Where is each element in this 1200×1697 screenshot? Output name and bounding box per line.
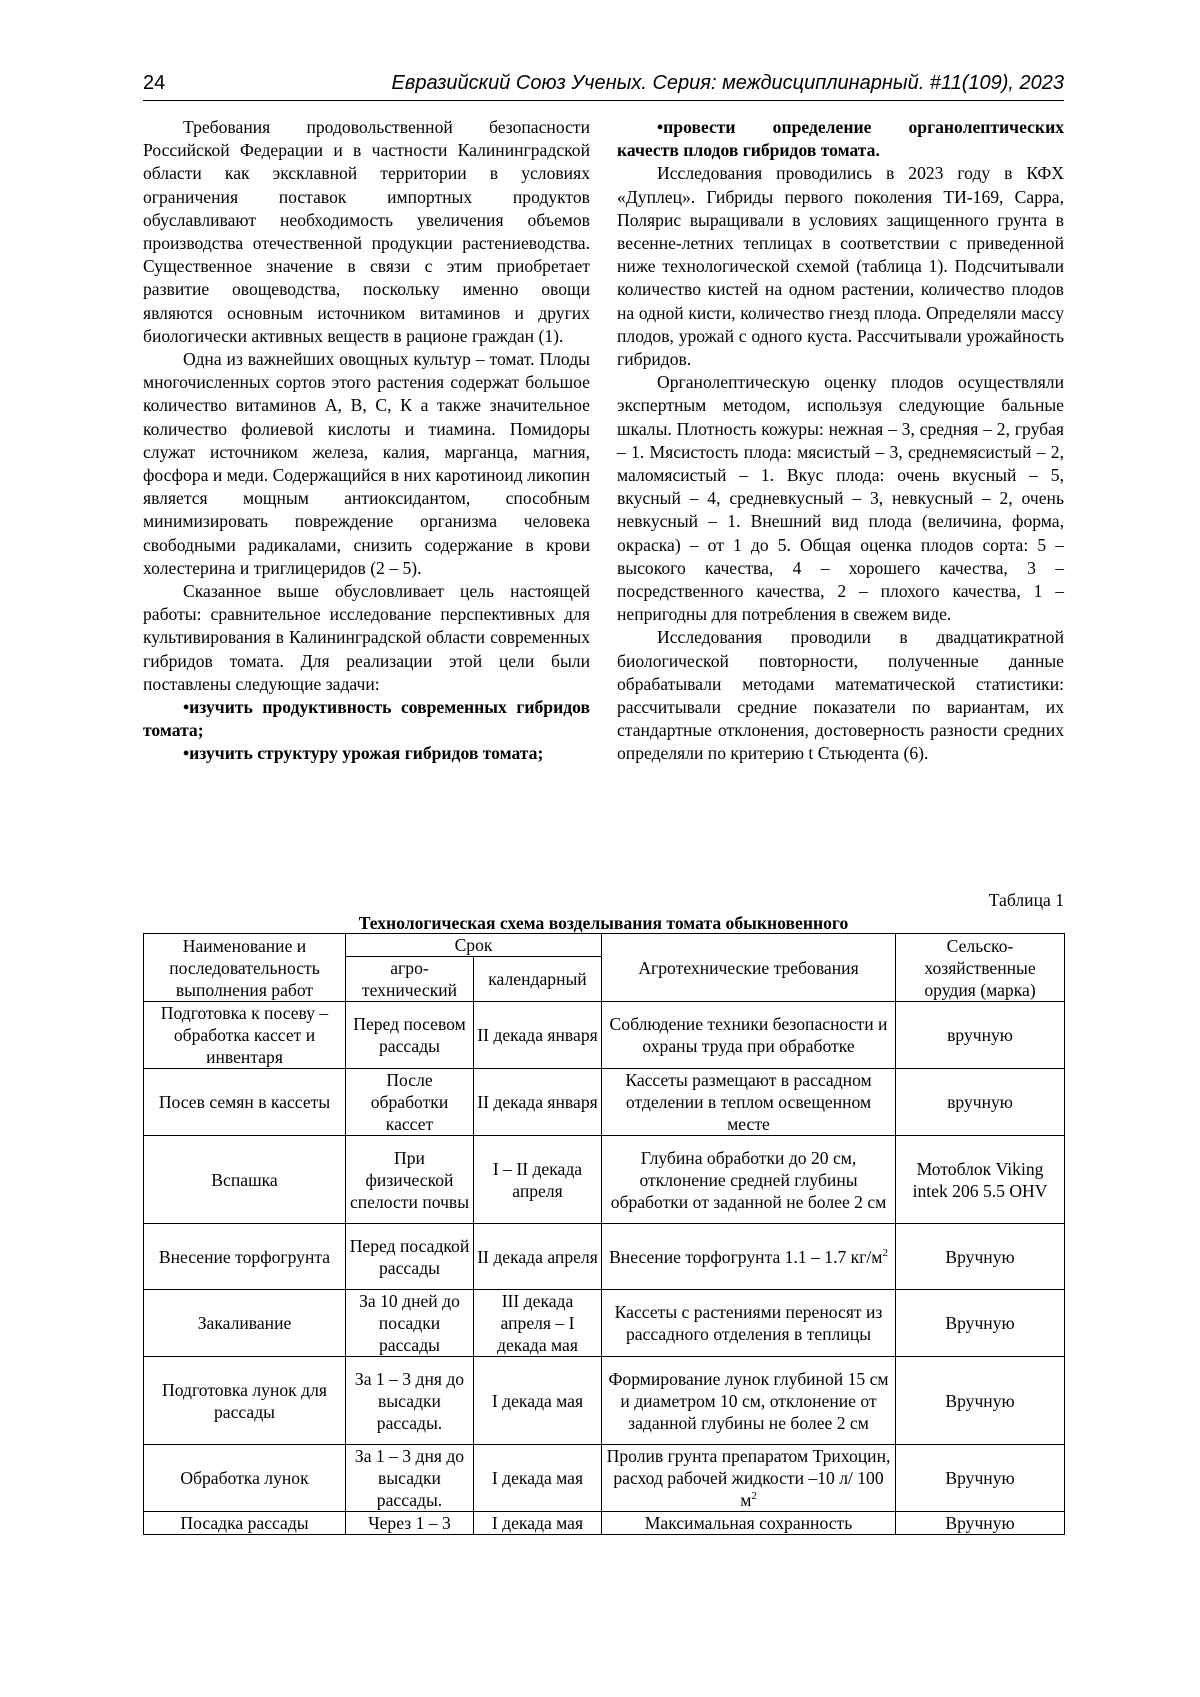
cell-agro-term [346, 1512, 474, 1535]
header-tools: Сельско-хозяйственные орудия (марка) [896, 934, 1065, 1002]
cell-tools [896, 1445, 1065, 1512]
cell-tools-text: вручную [947, 1025, 1013, 1045]
cell-work-name [144, 1224, 346, 1290]
cell-agro-term-text: За 10 дней до посадки рассады [359, 1291, 460, 1355]
cell-calendar-term-text: II декада января [477, 1025, 598, 1045]
running-header [143, 72, 1064, 101]
table-row [144, 1136, 1065, 1224]
header-name: Наименование и последовательность выполнения работ [144, 934, 346, 1002]
cell-tools-text: Вручную [945, 1468, 1015, 1488]
cell-calendar-term [474, 1357, 602, 1445]
cell-requirements [602, 1224, 896, 1290]
cell-agro-term [346, 1069, 474, 1136]
cell-tools-text: вручную [947, 1092, 1013, 1112]
paragraph: Сказанное выше обусловливает цель настоящей работы: сравнительное исследование перспективных для культивирования в Калининградской области современных гибридов томата. Для реализации этой цели были поставлены следующие задачи: [143, 581, 590, 694]
cell-tools-text: Вручную [945, 1313, 1015, 1333]
cell-requirements-text: Соблюдение техники безопасности и охраны труда при обработке [609, 1014, 888, 1056]
cell-calendar-term [474, 1002, 602, 1069]
cell-calendar-term-text: I – II декада апреля [492, 1158, 583, 1201]
cell-calendar-term-text: III декада апреля – I декада мая [497, 1291, 578, 1355]
cell-requirements-text: Глубина обработки до 20 см, отклонение средней глубины обработки от заданной не более 2 см [610, 1147, 887, 1212]
table-row [144, 1002, 1065, 1069]
paragraph: Исследования проводили в двадцатикратной биологической повторности, полученные данные обрабатывали методами математической статистики: рассчитывали средние показатели по вариантам, их стандартные отклонения, достоверность разности средних определяли по критерию t Стьюдента (6). [617, 627, 1064, 764]
superscript: 2 [882, 1246, 888, 1259]
table-row [144, 1224, 1065, 1290]
cell-tools-text: Вручную [945, 1513, 1015, 1533]
cell-agro-term [346, 1224, 474, 1290]
cell-requirements [602, 1002, 896, 1069]
header-calendar: календарный [474, 957, 602, 1002]
cell-calendar-term-text: II декада апреля [477, 1246, 598, 1267]
table-row [144, 1512, 1065, 1535]
cell-calendar-term [474, 1290, 602, 1357]
cell-work-name-text: Обработка лунок [180, 1468, 309, 1488]
paragraph: Требования продовольственной безопасности Российской Федерации и в частности Калининградской области как эксклавной территории в условиях ограничения поставок импортных продуктов обуславливают необходимость увеличения объемов производства отечественной продукции растениеводства. Существенное значение в связи с этим приобретает развитие овощеводства, поскольку именно овощи являются основным источником витаминов и других биологически активных веществ в рационе граждан (1). [143, 117, 590, 346]
cell-work-name [144, 1002, 346, 1069]
cell-tools [896, 1357, 1065, 1445]
cell-work-name-text: Внесение торфогрунта [158, 1246, 331, 1267]
header-agro: агро-технический [346, 957, 474, 1002]
cell-requirements-text: Кассеты с растениями переносят из рассадного отделения в теплицы [614, 1302, 883, 1344]
task-item: •изучить продуктивность современных гибридов томата; [143, 697, 590, 741]
cell-agro-term-text: За 1 – 3 дня до высадки рассады. [354, 1446, 465, 1510]
journal-title: Евразийский Союз Ученых. Серия: междисциплинарный. #11(109), 2023 [391, 72, 1064, 94]
cell-agro-term-text: Перед посевом рассады [353, 1014, 466, 1056]
cell-work-name [144, 1136, 346, 1224]
table-row [144, 1357, 1065, 1445]
cell-work-name [144, 1069, 346, 1136]
cell-requirements-text: Кассеты размещают в рассадном отделении в теплом освещенном месте [625, 1070, 872, 1134]
cell-tools [896, 1224, 1065, 1290]
cell-tools-text: Мотоблок Viking intek 206 5.5 OHV [912, 1158, 1048, 1201]
cell-work-name-text: Подготовка к посеву – обработка кассет и инвентаря [160, 1003, 329, 1067]
superscript: 2 [751, 1490, 757, 1503]
table-number: Таблица 1 [988, 890, 1064, 910]
header-requirements: Агротехнические требования [602, 934, 896, 1002]
cell-calendar-term [474, 1445, 602, 1512]
cell-requirements-text: Пролив грунта препаратом Трихоцин, расход рабочей жидкости –10 л/ 100 м [606, 1446, 891, 1510]
cell-requirements [602, 1290, 896, 1357]
cell-agro-term [346, 1445, 474, 1512]
cell-tools [896, 1002, 1065, 1069]
cell-tools [896, 1290, 1065, 1357]
table-row [144, 1069, 1065, 1136]
cell-calendar-term [474, 1136, 602, 1224]
paragraph: Одна из важнейших овощных культур – томат. Плоды многочисленных сортов этого растения содержат большое количество витаминов А, В, С, К а также значительное количество фолиевой кислоты и тиамина. Помидоры служат источником железа, калия, марганца, магния, фосфора и меди. Содержащийся в них каротиноид ликопин является мощным антиоксидантом, способным минимизировать повреждение организма человека свободными радикалами, снизить содержание в крови холестерина и триглицеридов (2 – 5). [143, 349, 590, 578]
task-item: •провести определение органолептических качеств плодов гибридов томата. [617, 117, 1064, 161]
cell-requirements-text: Максимальная сохранность [644, 1513, 853, 1533]
cell-agro-term-text: После обработки кассет [370, 1070, 449, 1134]
cell-agro-term [346, 1136, 474, 1224]
cell-requirements [602, 1445, 896, 1512]
cell-calendar-term-text: I декада мая [491, 1390, 584, 1411]
cell-tools-text: Вручную [945, 1390, 1015, 1411]
cell-agro-term [346, 1290, 474, 1357]
cell-calendar-term-text: I декада мая [491, 1468, 584, 1488]
cell-work-name [144, 1357, 346, 1445]
cell-calendar-term [474, 1224, 602, 1290]
cell-agro-term [346, 1002, 474, 1069]
page-number: 24 [143, 72, 166, 94]
cell-calendar-term-text: II декада января [477, 1092, 598, 1112]
cell-requirements [602, 1357, 896, 1445]
table-header-row [144, 934, 1065, 957]
technology-table [143, 933, 1065, 1535]
cell-agro-term-text: При физической спелости почвы [349, 1147, 470, 1212]
cell-agro-term [346, 1357, 474, 1445]
header-term: Срок [346, 934, 602, 957]
cell-work-name [144, 1290, 346, 1357]
cell-work-name [144, 1445, 346, 1512]
table-row [144, 1445, 1065, 1512]
cell-requirements-text: Внесение торфогрунта 1.1 – 1.7 кг/м [609, 1246, 883, 1267]
right-column [617, 116, 1064, 766]
cell-tools-text: Вручную [945, 1246, 1015, 1267]
cell-work-name-text: Посадка рассады [180, 1513, 309, 1533]
cell-tools [896, 1512, 1065, 1535]
cell-work-name-text: Подготовка лунок для рассады [162, 1379, 327, 1422]
cell-calendar-term [474, 1069, 602, 1136]
cell-requirements [602, 1069, 896, 1136]
table-row [144, 1290, 1065, 1357]
task-item: •изучить структуру урожая гибридов томата; [183, 743, 544, 764]
cell-requirements [602, 1136, 896, 1224]
cell-work-name-text: Закаливание [197, 1313, 292, 1333]
cell-agro-term-text: Через 1 – 3 [368, 1513, 451, 1533]
cell-agro-term-text: За 1 – 3 дня до высадки рассады. [354, 1368, 465, 1433]
paragraph: Исследования проводились в 2023 году в КФХ «Дуплец». Гибриды первого поколения ТИ-169, Сарра, Полярис выращивали в условиях защищенного грунта в весенне-летних теплицах в соответствии с приведенной ниже технологической схемой (таблица 1). Подсчитывали количество кистей на одном растении, количество плодов на одной кисти, количество гнезд плода. Определяли массу плодов, урожай с одного куста. Рассчитывали урожайность гибридов. [617, 163, 1064, 370]
cell-work-name-text: Вспашка [211, 1169, 278, 1190]
cell-calendar-term-text: I декада мая [491, 1513, 584, 1533]
left-column [143, 116, 590, 766]
cell-calendar-term [474, 1512, 602, 1535]
cell-work-name-text: Посев семян в кассеты [158, 1092, 331, 1112]
cell-tools [896, 1069, 1065, 1136]
cell-tools [896, 1136, 1065, 1224]
cell-work-name [144, 1512, 346, 1535]
cell-agro-term-text: Перед посадкой рассады [349, 1235, 470, 1278]
cell-requirements [602, 1512, 896, 1535]
paragraph: Органолептическую оценку плодов осуществляли экспертным методом, используя следующие бальные шкалы. Плотность кожуры: нежная – 3, средняя – 2, грубая – 1. Мясистость плода: мясистый – 3, среднемясистый – 2, маломясистый – 1. Вкус плода: очень вкусный – 5, вкусный – 4, средневкусный – 3, невкусный – 2, очень невкусный – 1. Внешний вид плода (величина, форма, окраска) – от 1 до 5. Общая оценка плодов сорта: 5 – высокого качества, 4 – хорошего качества, 3 –посредственного качества, 2 – плохого качества, 1 – непригодны для потребления в свежем виде. [617, 372, 1064, 625]
cell-requirements-text: Формирование лунок глубиной 15 см и диаметром 10 см, отклонение от заданной глубины не более 2 см [608, 1368, 889, 1433]
table-title: Технологическая схема возделывания томата обыкновенного [358, 913, 849, 933]
